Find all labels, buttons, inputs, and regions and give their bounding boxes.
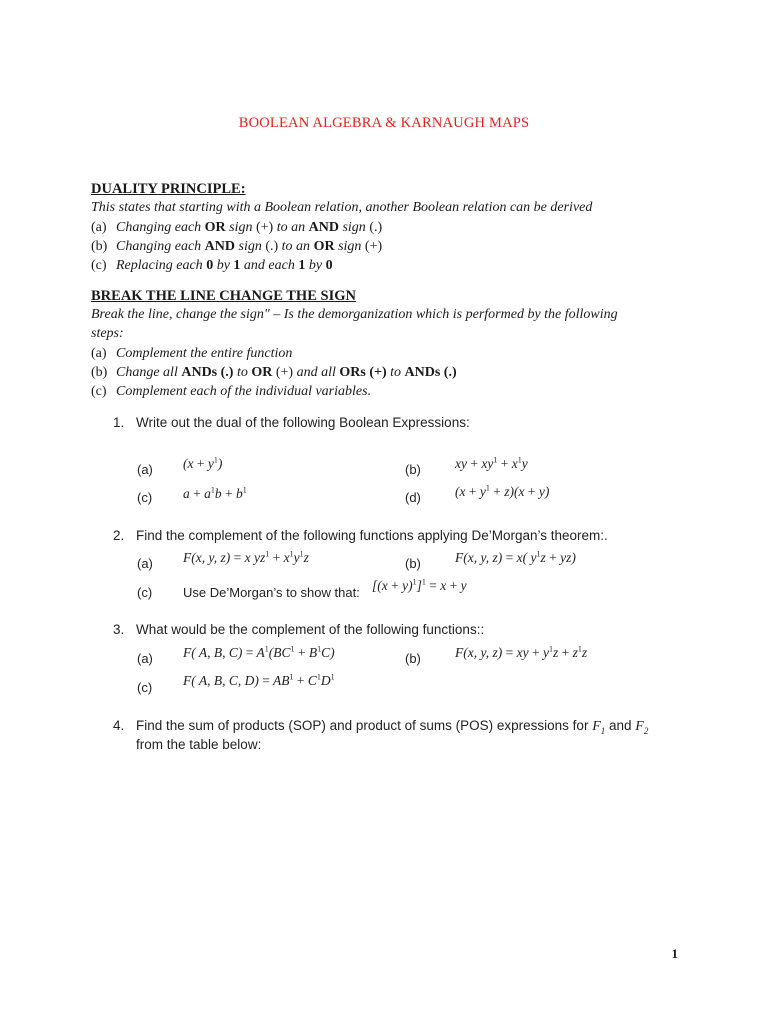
page-title: BOOLEAN ALGEBRA & KARNAUGH MAPS xyxy=(238,115,530,131)
question-3: 3. What would be the complement of the following functions:: xyxy=(113,622,485,637)
demorgan-item-c: (c) Complement each of the individual variables. xyxy=(91,384,372,399)
q1-option-b-label: (b) xyxy=(405,462,421,477)
q3-option-c-label: (c) xyxy=(137,680,153,695)
q2-option-a-expr: F(x, y, z) = x $yz^1 + x^1y^1z$ xyxy=(183,549,309,565)
q1-option-a-expr: $(x + y^1)$ xyxy=(183,455,223,471)
duality-item-c: (c) Replacing each 0 by 1 and each 1 by 0 xyxy=(91,258,333,273)
demorgan-intro-line1: Break the line, change the sign" – Is the demorganization which is performed by the following xyxy=(91,307,618,322)
question-1: 1. Write out the dual of the following Boolean Expressions: xyxy=(113,415,470,430)
duality-intro: This states that starting with a Boolean relation, another Boolean relation can be derived xyxy=(91,200,593,215)
q1-option-b-expr: xy + $xy^1 + x^1y$ xyxy=(455,455,528,471)
question-4: 4. Find the sum of products (SOP) and product of sums (POS) expressions for $F_1$ and $F_2$ xyxy=(113,718,649,736)
q3-option-a-label: (a) xyxy=(137,651,153,666)
q1-option-a-label: (a) xyxy=(137,462,153,477)
q2-option-a-label: (a) xyxy=(137,556,153,571)
q2-option-b-label: (b) xyxy=(405,556,421,571)
duality-item-b: (b) Changing each AND sign (.) to an OR sign (+) xyxy=(91,239,383,254)
q3-option-b-expr: F(x, y, z) = xy + $y^1z + z^1z$ xyxy=(455,644,588,660)
q2-option-c-text: Use De’Morgan’s to show that: xyxy=(183,585,360,600)
q3-option-b-label: (b) xyxy=(405,651,421,666)
q1-option-c-label: (c) xyxy=(137,490,153,505)
question-2: 2. Find the complement of the following functions applying De’Morgan’s theorem:. xyxy=(113,528,608,543)
demorgan-item-b: (b) Change all ANDs (.) to OR (+) and all ORs (+) to ANDs (.) xyxy=(91,365,457,380)
q2-option-b-expr: F(x, y, z) = x( $y^1z + yz$) xyxy=(455,549,576,565)
demorgan-intro-line2: steps: xyxy=(91,326,124,341)
q1-option-d-label: (d) xyxy=(405,490,421,505)
question-4-line2: from the table below: xyxy=(136,737,262,752)
q2-option-c-expr: $[(x + y)^1]^1 = x + y$ xyxy=(372,577,467,593)
demorgan-item-a: (a) Complement the entire function xyxy=(91,346,293,361)
page-number: 1 xyxy=(671,946,678,961)
q3-option-c-expr: F( A, B, C, $D) = AB^1 + C^1D^1$ xyxy=(183,672,335,688)
q2-option-c-label: (c) xyxy=(137,585,153,600)
duality-item-a: (a) Changing each OR sign (+) to an AND sign (.) xyxy=(91,220,383,235)
q1-option-d-expr: $(x + y^1 + z)(x + y)$ xyxy=(455,483,550,499)
q1-option-c-expr: $a + a^1b + b^1$ xyxy=(183,485,247,501)
demorgan-heading: BREAK THE LINE CHANGE THE SIGN xyxy=(91,288,356,304)
duality-heading: DUALITY PRINCIPLE: xyxy=(91,181,246,197)
q3-option-a-expr: F( A, B, $C) = A^1(BC^1 + B^1C)$ xyxy=(183,644,335,660)
